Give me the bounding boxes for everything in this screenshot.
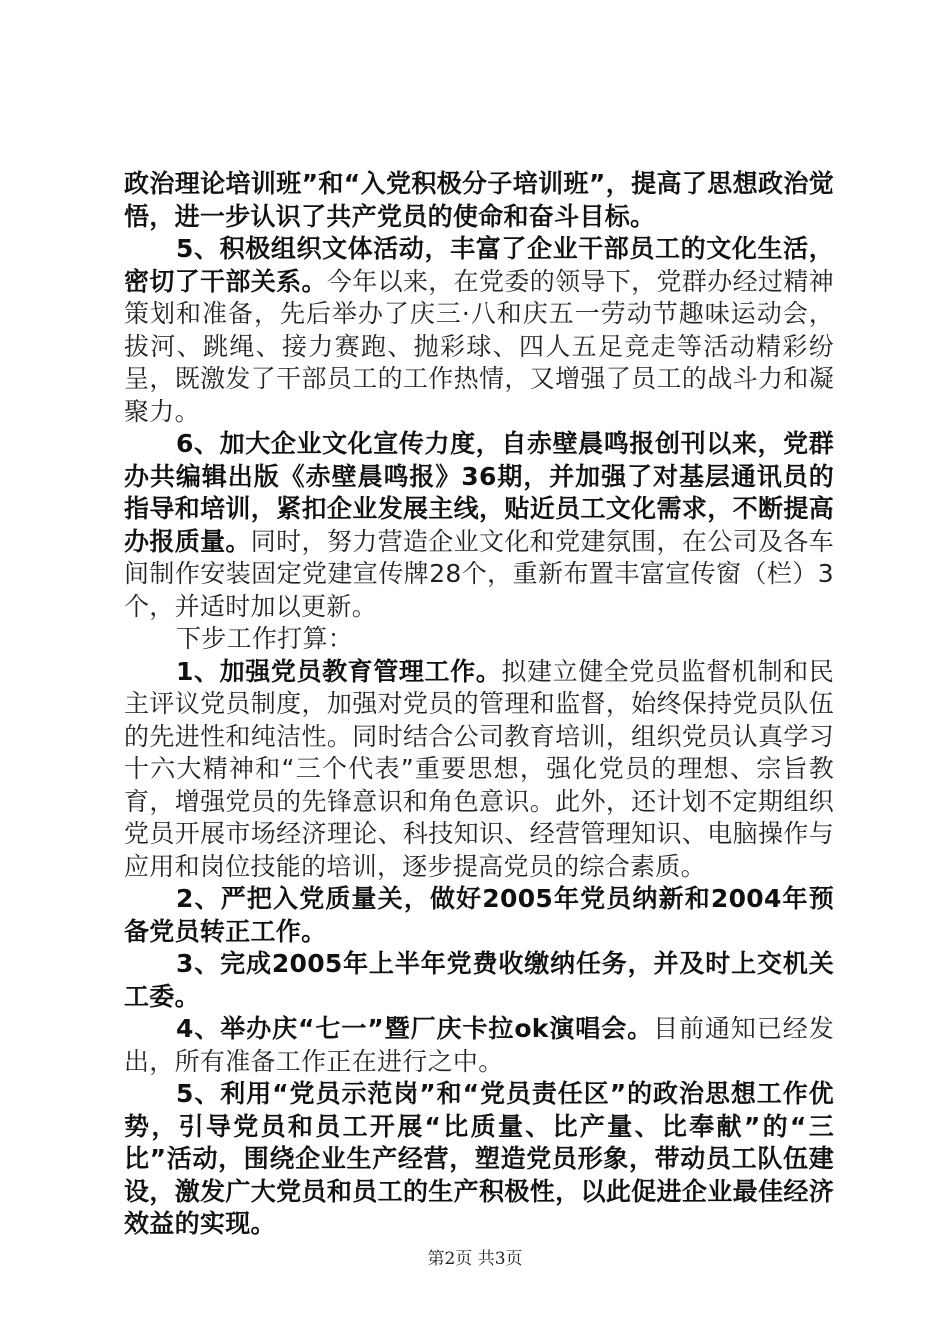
paragraph-body-text: 同时，努力营造企业文化和党建氛围，在公司及各车间制作安装固定党建宣传牌28个，重新布置丰富宣传窗（栏）3个，并适时加以更新。: [124, 526, 834, 621]
paragraph-training-summary: [124, 168, 834, 233]
plan-item-2: [124, 883, 834, 948]
plan-item-1: [124, 656, 834, 884]
plan-item-heading: 4、举办庆“七一”暨厂庆卡拉ok演唱会。: [176, 1014, 654, 1043]
document-body: [124, 168, 834, 1241]
page-footer: [0, 1244, 950, 1269]
plan-item-body: 目前通知已经发出，所有准备工作正在进行之中。: [124, 1014, 834, 1076]
paragraph-text: 政治理论培训班”和“入党积极分子培训班”，提高了思想政治觉悟，进一步认识了共产党员的使命和奋斗目标。: [124, 169, 834, 231]
paragraph-cultural-activities: [124, 233, 834, 428]
plan-item-4: [124, 1013, 834, 1078]
plan-item-body: 拟建立健全党员监督机制和民主评议党员制度，加强对党员的管理和监督，始终保持党员队伍的先进性和纯洁性。同时结合公司教育培训，组织党员认真学习十六大精神和“三个代表”重要思想，强化党员的理想、宗旨教育，增强党员的先锋意识和角色意识。此外，还计划不定期组织党员开展市场经济理论、科技知识、经营管理知识、电脑操作与应用和岗位技能的培训，逐步提高党员的综合素质。: [124, 656, 835, 881]
paragraph-body-text: 今年以来，在党委的领导下，党群办经过精神策划和准备，先后举办了庆三·八和庆五一劳动节趣味运动会，拔河、跳绳、接力赛跑、抛彩球、四人五足竞走等活动精彩纷呈，既激发了干部员工的工作热情，又增强了员工的战斗力和凝聚力。: [124, 266, 834, 426]
plan-item-3: [124, 948, 834, 1013]
paragraph-heading-text: 6、加大企业文化宣传力度，自赤壁晨鸣报创刊以来，党群办共编辑出版《赤壁晨鸣报》36期，并加强了对基层通讯员的指导和培训，紧扣企业发展主线，贴近员工文化需求，不断提高办报质量。: [124, 429, 834, 556]
section-heading-text: 下步工作打算：: [176, 624, 354, 653]
page-number-text: 第2页 共3页: [427, 1249, 523, 1269]
plan-item-heading: 1、加强党员教育管理工作。: [176, 656, 502, 686]
plan-item-heading: 3、完成2005年上半年党费收缴纳任务，并及时上交机关工委。: [124, 949, 834, 1011]
section-heading-next-steps: [124, 623, 834, 656]
plan-item-5: [124, 1078, 834, 1241]
paragraph-heading-text: 5、积极组织文体活动，丰富了企业干部员工的文化生活，密切了干部关系。: [124, 234, 834, 296]
paragraph-culture-publicity: [124, 428, 834, 623]
plan-item-heading: 5、利用“党员示范岗”和“党员责任区”的政治思想工作优势，引导党员和员工开展“比质量、比产量、比奉献”的“三比”活动，围绕企业生产经营，塑造党员形象，带动员工队伍建设，激发广大党员和员工的生产积极性，以此促进企业最佳经济效益的实现。: [124, 1079, 834, 1238]
plan-item-heading: 2、严把入党质量关，做好2005年党员纳新和2004年预备党员转正工作。: [124, 884, 834, 946]
